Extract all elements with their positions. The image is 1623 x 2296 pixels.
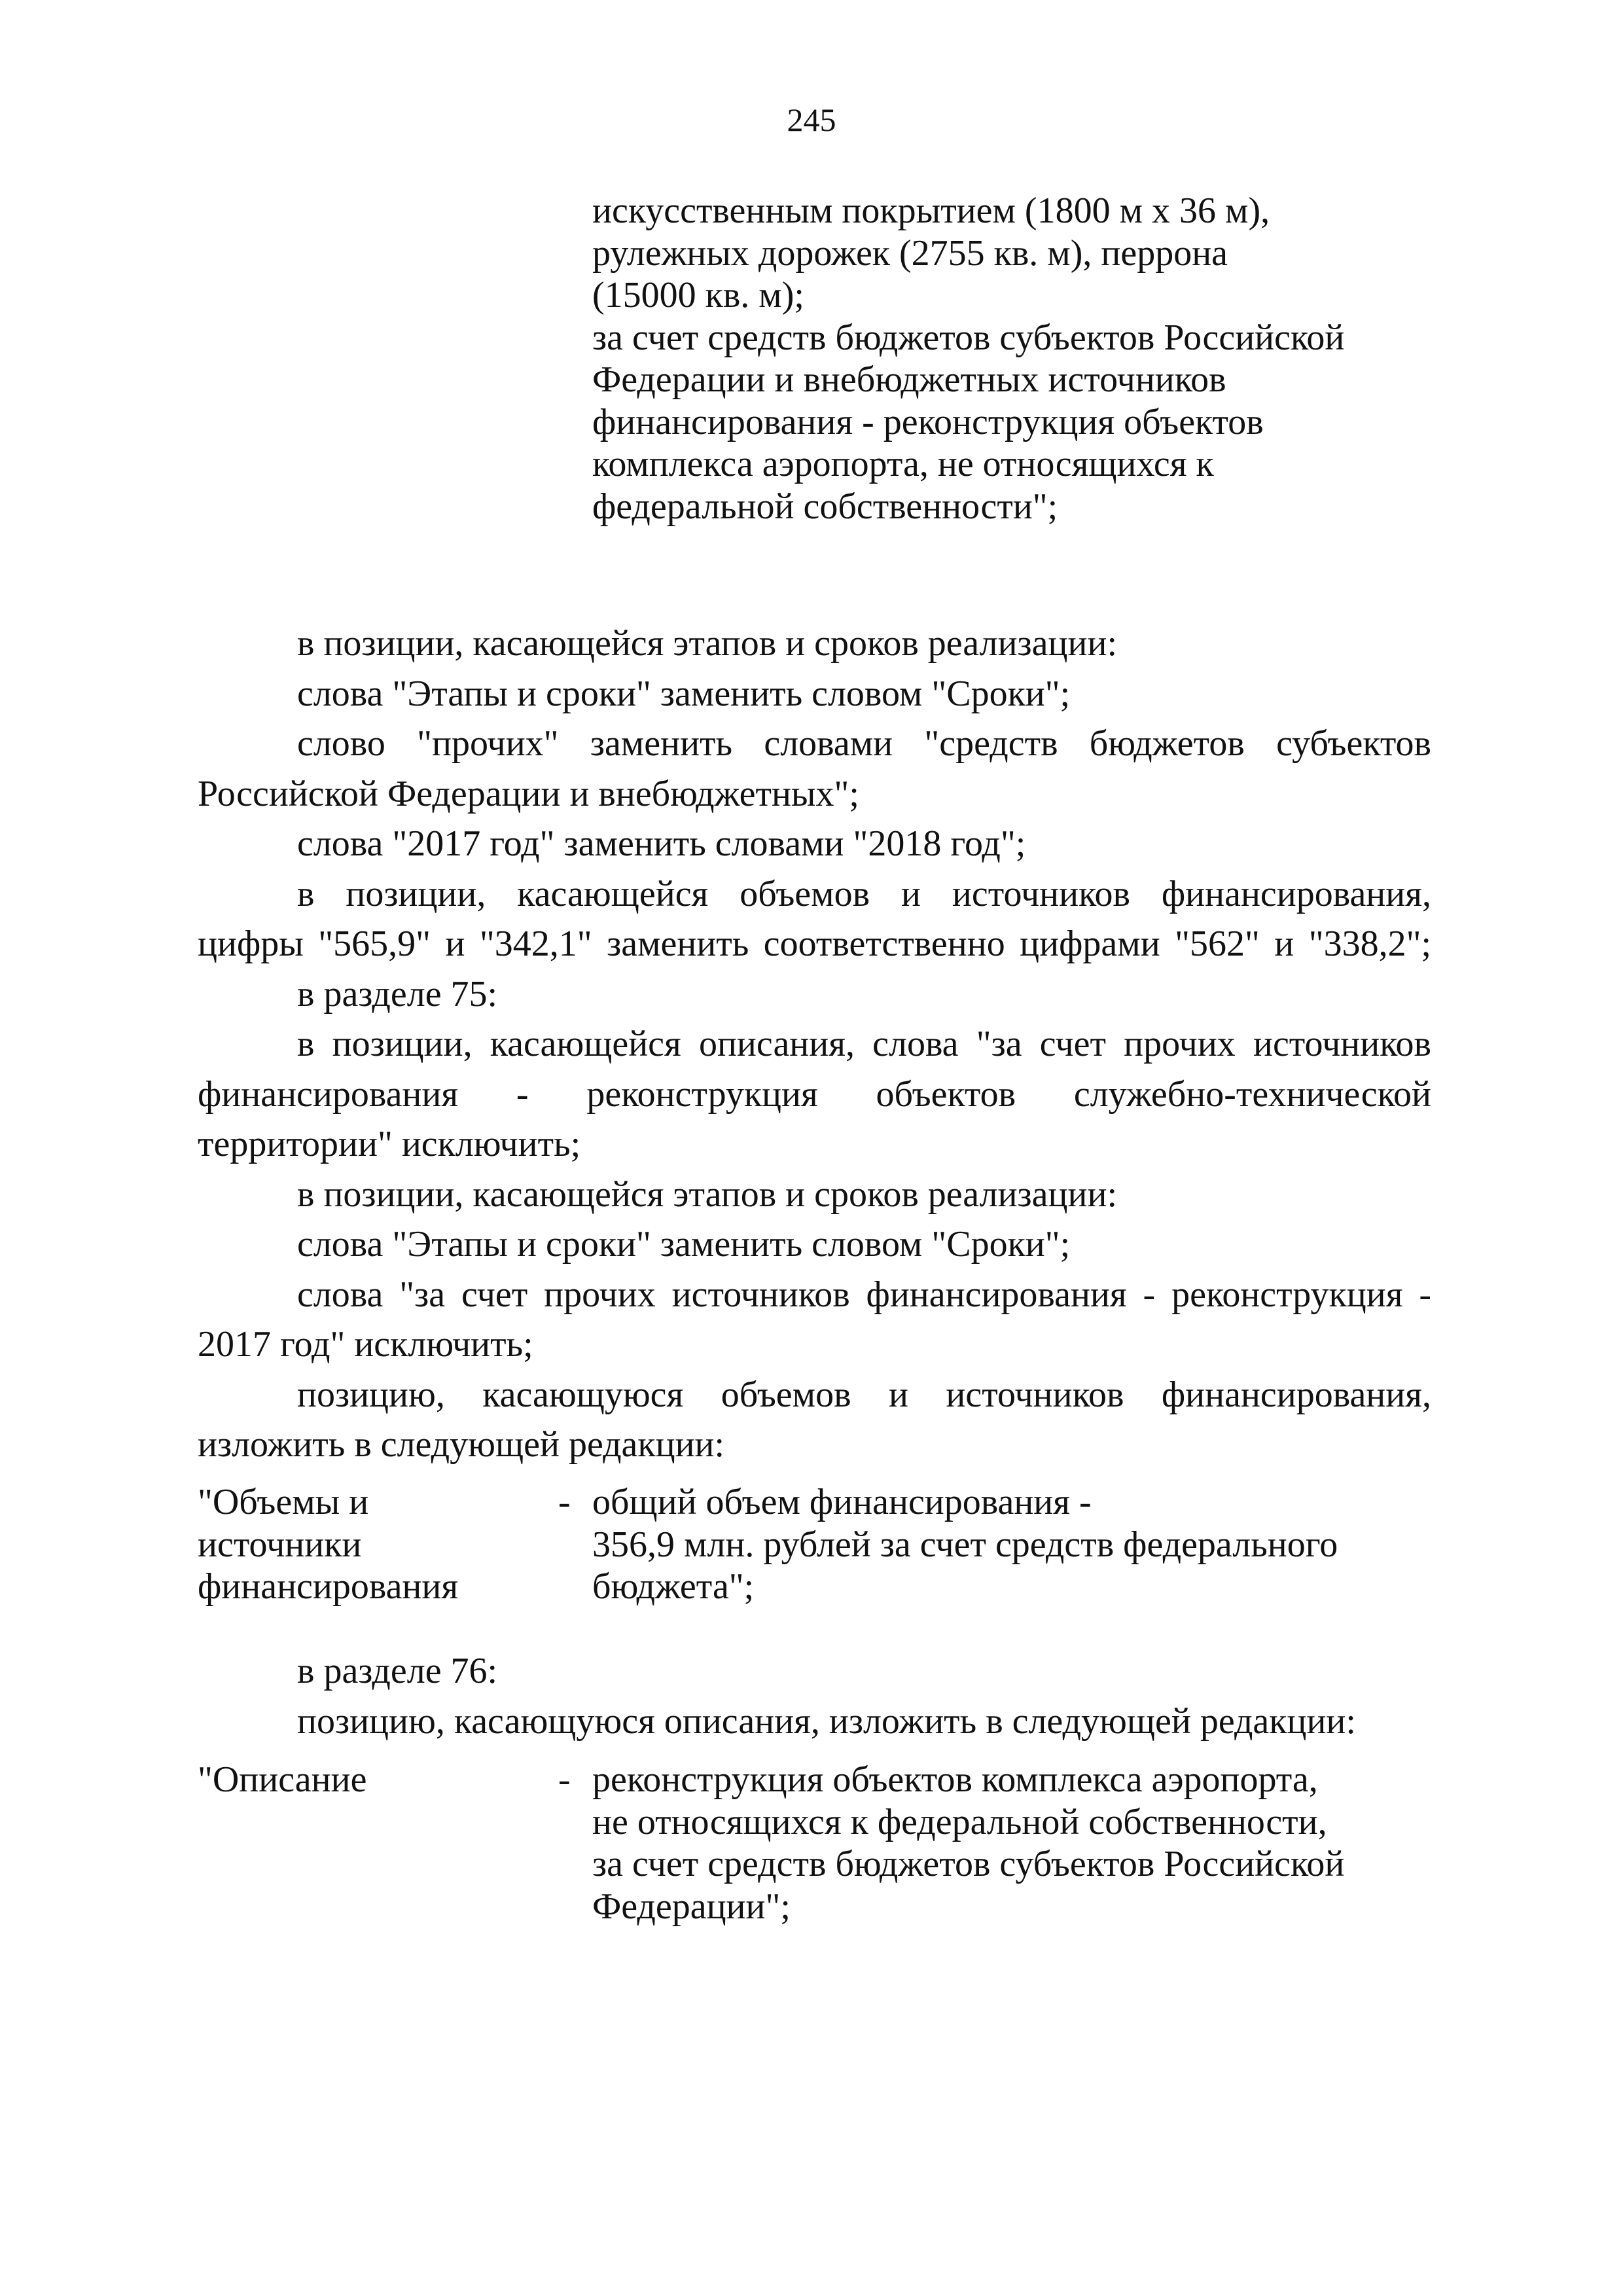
text-line: за счет средств бюджетов субъектов Российской: [592, 317, 1345, 358]
paragraph: [198, 619, 1431, 669]
field-label-line: "Объемы и: [198, 1482, 369, 1522]
paragraph: [198, 819, 1431, 869]
text-line: федеральной собственности";: [592, 486, 1058, 527]
paragraph: [198, 1019, 1431, 1170]
field-value-line: реконструкция объектов комплекса аэропорта,: [592, 1759, 1318, 1800]
paragraph-line: слова "Этапы и сроки" заменить словом "Сроки";: [297, 673, 1071, 714]
paragraph-line: в разделе 75:: [297, 973, 498, 1014]
paragraph-line: в позиции, касающейся этапов и сроков реализации:: [297, 623, 1117, 664]
paragraph-line: финансирования - реконструкция объектов служебно-технической: [198, 1073, 1431, 1115]
paragraph-line: слова "Этапы и сроки" заменить словом "Сроки";: [297, 1224, 1071, 1265]
paragraph: [198, 969, 1431, 1020]
paragraph-line: цифры "565,9" и "342,1" заменить соответственно цифрами "562" и "338,2";: [198, 924, 1431, 964]
paragraph: [198, 1646, 1431, 1696]
paragraph-line: позицию, касающуюся описания, изложить в следующей редакции:: [297, 1700, 1356, 1742]
paragraph: [198, 719, 1431, 819]
top-continuation-block: [592, 190, 1456, 528]
field-value-line: за счет средств бюджетов субъектов Российской: [592, 1844, 1345, 1884]
text-line: рулежных дорожек (2755 кв. м), перрона: [592, 232, 1228, 274]
text-line: финансирования - реконструкция объектов: [592, 401, 1264, 442]
paragraph-line: в разделе 76:: [297, 1651, 498, 1691]
field-value-line: бюджета";: [592, 1566, 755, 1607]
text-line: искусственным покрытием (1800 м х 36 м),: [592, 190, 1270, 231]
field-dash: -: [558, 1759, 571, 1800]
paragraph-line: слова "2017 год" заменить словами "2018 год";: [297, 823, 1026, 864]
amendments-section-76: [198, 1646, 1431, 1746]
field-value-line: общий объем финансирования -: [592, 1482, 1092, 1522]
paragraph: [198, 1696, 1431, 1747]
paragraph: [198, 869, 1431, 969]
paragraph: [198, 1219, 1431, 1270]
description-field-block: [198, 1759, 1431, 1935]
paragraph-line: изложить в следующей редакции:: [198, 1424, 725, 1465]
paragraph-line: в позиции, касающейся этапов и сроков реализации:: [297, 1174, 1117, 1215]
field-label-line: финансирования: [198, 1566, 459, 1607]
field-value-line: не относящихся к федеральной собственности,: [592, 1801, 1327, 1842]
paragraph-line: Российской Федерации и внебюджетных";: [198, 773, 859, 814]
text-line: (15000 кв. м);: [592, 275, 804, 315]
page-number: 245: [787, 101, 836, 138]
field-value-line: Федерации";: [592, 1886, 791, 1927]
field-label-line: "Описание: [198, 1759, 367, 1800]
paragraph-line: слова "за счет прочих источников финансирования - реконструкция -: [297, 1274, 1431, 1315]
field-label: [198, 1481, 538, 1608]
text-line: Федерации и внебюджетных источников: [592, 359, 1226, 400]
field-label: [198, 1759, 538, 1801]
field-value-line: 356,9 млн. рублей за счет средств федерального: [592, 1524, 1338, 1565]
paragraph: [198, 1370, 1431, 1470]
funding-field-block: [198, 1481, 1431, 1612]
text-line: комплекса аэропорта, не относящихся к: [592, 444, 1214, 484]
amendments-section-75: [198, 619, 1431, 1470]
field-label-line: источники: [198, 1524, 362, 1565]
field-value: [592, 1481, 1436, 1608]
paragraph-line: слово "прочих" заменить словами "средств бюджетов субъектов: [297, 723, 1431, 764]
paragraph-line: 2017 год" исключить;: [198, 1324, 533, 1365]
paragraph: [198, 1270, 1431, 1370]
paragraph-line: территории" исключить;: [198, 1124, 581, 1164]
field-dash: -: [558, 1482, 571, 1522]
paragraph: [198, 1170, 1431, 1220]
paragraph-line: в позиции, касающейся описания, слова "за счет прочих источников: [297, 1024, 1431, 1064]
paragraph-line: позицию, касающуюся объемов и источников финансирования,: [297, 1374, 1431, 1415]
paragraph: [198, 669, 1431, 719]
paragraph-line: в позиции, касающейся объемов и источников финансирования,: [297, 873, 1431, 914]
field-value: [592, 1759, 1436, 1928]
